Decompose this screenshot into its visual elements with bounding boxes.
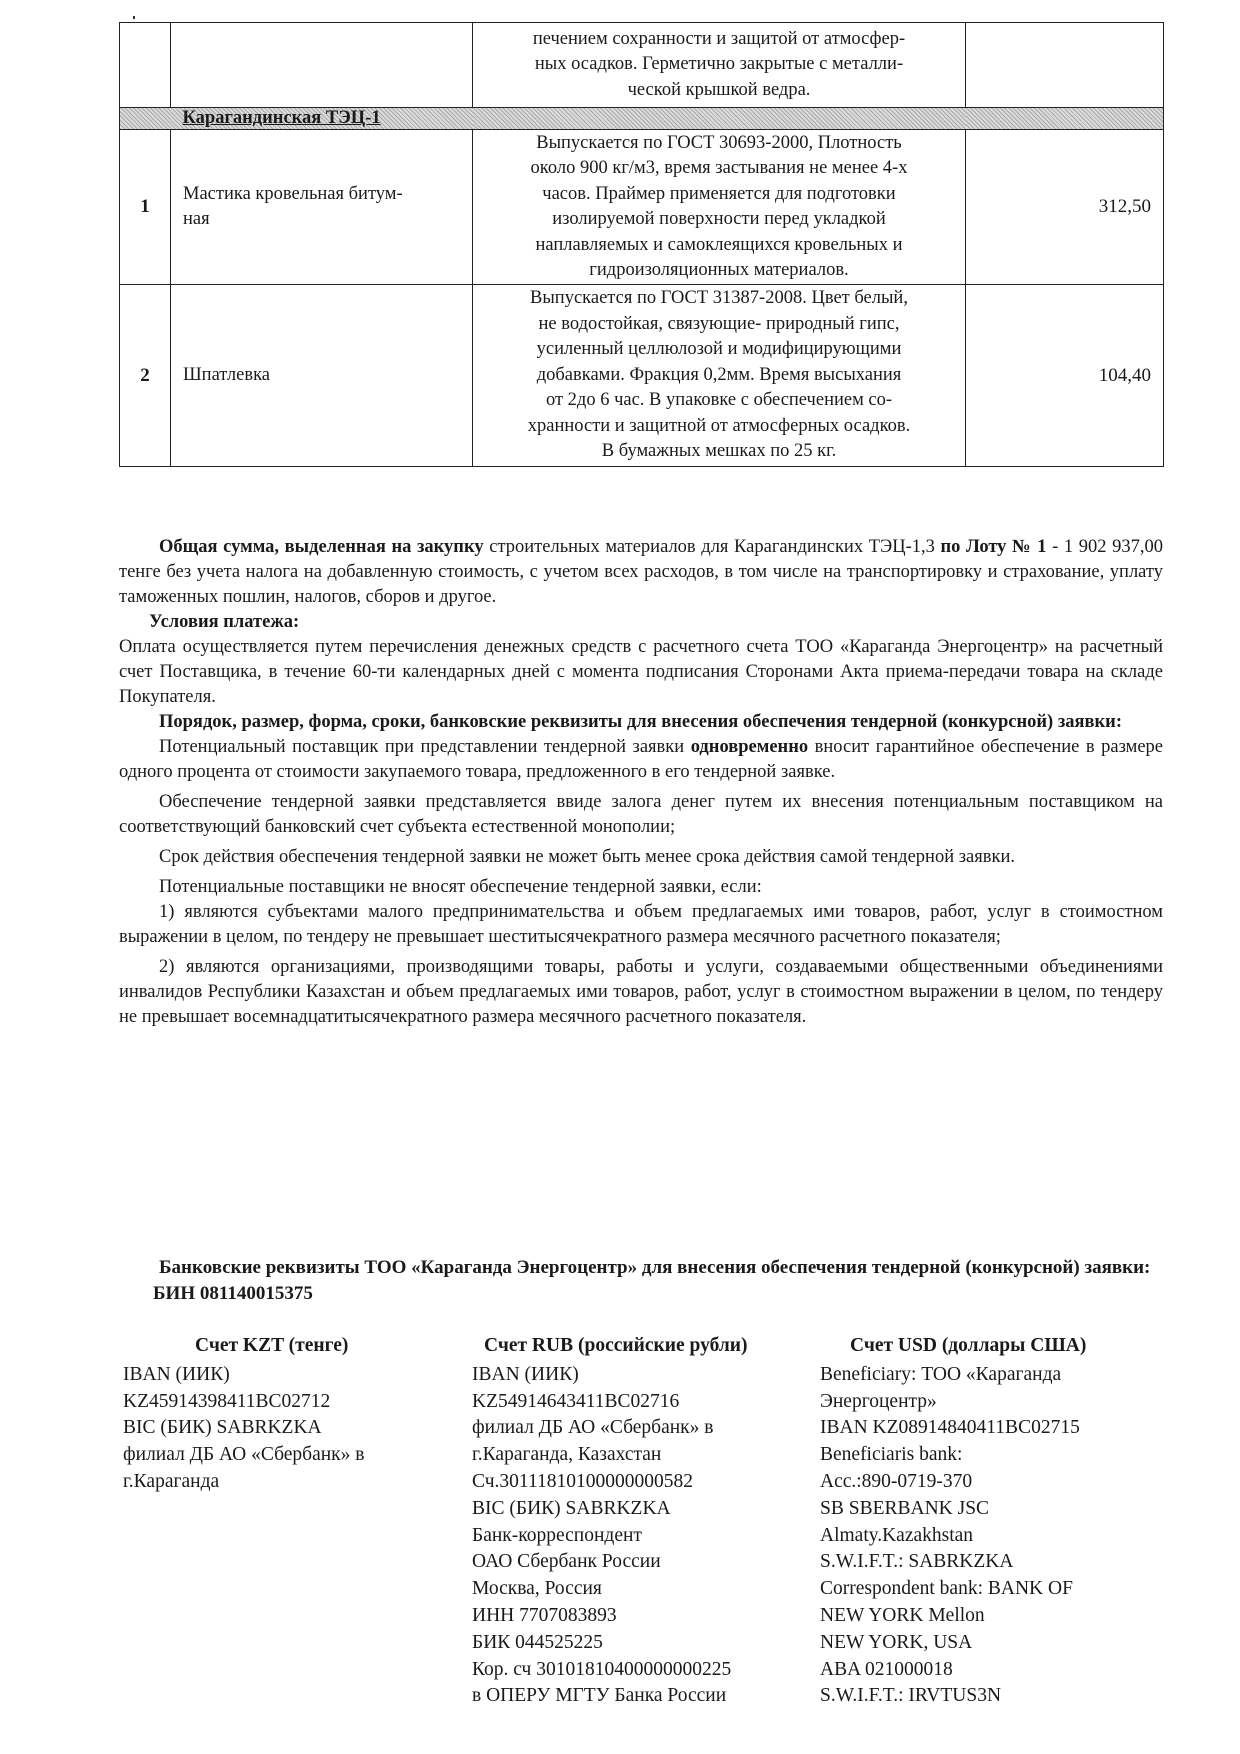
account-line: Москва, Россия bbox=[472, 1578, 602, 1600]
payment-heading bbox=[119, 610, 1163, 635]
desc-line: ческой крышкой ведра. bbox=[627, 79, 811, 100]
name-line: Мастика кровельная битум- bbox=[183, 184, 403, 204]
account-usd bbox=[820, 1333, 1180, 1710]
name-line: Шпатлевка bbox=[183, 365, 271, 385]
materials-table bbox=[119, 22, 1164, 467]
account-line: NEW YORK, USA bbox=[820, 1631, 973, 1653]
account-line: Correspondent bank: BANK OF bbox=[820, 1578, 1073, 1600]
account-rub-title: Счет RUB (российские рубли) bbox=[484, 1335, 748, 1356]
account-line: Beneficiaris bank: bbox=[820, 1444, 963, 1466]
table-row bbox=[120, 285, 1164, 467]
desc-line: часов. Праймер применяется для подготовки bbox=[542, 183, 896, 204]
bin-number: БИН 081140015375 bbox=[153, 1283, 313, 1304]
cell-price bbox=[966, 23, 1164, 108]
account-line: IBAN (ИИК) bbox=[472, 1363, 579, 1385]
desc-line: добавками. Фракция 0,2мм. Время высыхания bbox=[536, 364, 902, 385]
scan-mark bbox=[133, 16, 135, 19]
desc-line: усиленный целлюлозой и модифицирующими bbox=[536, 339, 902, 360]
cell-price: 312,50 bbox=[966, 130, 1164, 285]
security-paragraph-2: Обеспечение тендерной заявки представляется ввиде залога денег путем их внесения потенциальным поставщиком на соответствующий банковский счет субъекта естественной монополии; bbox=[119, 792, 1163, 837]
desc-line: В бумажных мешках по 25 кг. bbox=[601, 441, 837, 462]
p1-text: Потенциальный поставщик при представлении тендерной заявки bbox=[159, 737, 691, 757]
security-heading bbox=[119, 710, 1163, 735]
account-line: филиал ДБ АО «Сбербанк» в bbox=[123, 1444, 365, 1466]
cell-name bbox=[171, 23, 473, 108]
table-row bbox=[120, 130, 1164, 285]
account-line: NEW YORK Mellon bbox=[820, 1604, 985, 1626]
account-line: филиал ДБ АО «Сбербанк» в bbox=[472, 1417, 714, 1439]
payment-text: Оплата осуществляется путем перечисления денежных средств с расчетного счета ТОО «Караганда Энергоцентр» на расчетный счет Поставщика, в течение 60-ти календарных дней с момента подписания Сторонами Акта приема-передачи товара на складе Покупателя. bbox=[119, 637, 1163, 707]
total-sum-label: Общая сумма, выделенная на закупку bbox=[159, 537, 484, 557]
body-text bbox=[119, 535, 1163, 1030]
security-paragraph-1 bbox=[119, 735, 1163, 785]
security-heading-text: Порядок, размер, форма, сроки, банковские реквизиты для внесения обеспечения тендерной (конкурсной) заявки: bbox=[159, 712, 1123, 732]
cell-name bbox=[171, 285, 473, 467]
account-line: KZ45914398411BC02712 bbox=[123, 1390, 331, 1412]
account-line: Банк-корреспондент bbox=[472, 1524, 642, 1546]
account-line: SB SBERBANK JSC bbox=[820, 1497, 990, 1519]
total-sum-paragraph bbox=[119, 535, 1163, 610]
account-line: г.Караганда, Казахстан bbox=[472, 1444, 662, 1466]
name-line: ная bbox=[183, 209, 210, 229]
desc-line: гидроизоляционных материалов. bbox=[589, 260, 849, 280]
table-row bbox=[120, 23, 1164, 108]
section-cell bbox=[120, 108, 171, 130]
account-line: в ОПЕРУ МГТУ Банка России bbox=[472, 1685, 727, 1707]
account-line: Acc.:890-0719-370 bbox=[820, 1470, 973, 1492]
account-line: Beneficiary: ТОО «Караганда bbox=[820, 1363, 1062, 1385]
account-line: г.Караганда bbox=[123, 1470, 220, 1492]
security-paragraph-3: Срок действия обеспечения тендерной заявки не может быть менее срока действия самой тендерной заявки. bbox=[159, 847, 1016, 867]
account-line: ABA 021000018 bbox=[820, 1658, 953, 1680]
account-line: БИК 044525225 bbox=[472, 1631, 603, 1653]
account-line: ОАО Сбербанк России bbox=[472, 1551, 661, 1573]
account-line: KZ54914643411BC02716 bbox=[472, 1390, 680, 1412]
cell-desc bbox=[473, 23, 966, 108]
account-line: S.W.I.F.T.: IRVTUS3N bbox=[820, 1685, 1002, 1707]
desc-line: наплавляемых и самоклеящихся кровельных и bbox=[535, 234, 903, 255]
bank-heading-text: Банковские реквизиты ТОО «Караганда Энергоцентр» для внесения обеспечения тендерной (конкурсной) заявки: bbox=[159, 1257, 1151, 1278]
total-sum-text: строительных материалов для Карагандинских ТЭЦ-1,3 bbox=[483, 537, 941, 557]
account-line: S.W.I.F.T.: SABRKZKA bbox=[820, 1551, 1014, 1573]
desc-line: от 2до 6 час. В упаковке с обеспечением со- bbox=[545, 390, 893, 411]
desc-line: ных осадков. Герметично закрытые с металли- bbox=[534, 54, 904, 75]
desc-line: не водостойкая, связующие- природный гипс, bbox=[538, 313, 900, 334]
account-line: BIC (БИК) SABRKZKA bbox=[123, 1417, 322, 1439]
total-sum-amount: - 1 902 937,00 тенге без учета налога на добавленную стоимость, с учетом всех расходов, в том числе на транспортировку и страхование, уплату таможенных пошлин, налогов, сборов и другое. bbox=[119, 537, 1163, 607]
cell-num: 1 bbox=[120, 130, 171, 285]
cell-name bbox=[171, 130, 473, 285]
desc-line: около 900 кг/м3, время застывания не менее 4-х bbox=[530, 158, 908, 178]
account-line: Almaty.Kazakhstan bbox=[820, 1524, 974, 1546]
cell-desc bbox=[473, 285, 966, 467]
section-cell bbox=[473, 108, 966, 130]
desc-line: Выпускается по ГОСТ 31387-2008. Цвет белый, bbox=[530, 288, 908, 309]
cell-price: 104,40 bbox=[966, 285, 1164, 467]
cell-desc bbox=[473, 130, 966, 285]
desc-line: печением сохранности и защитой от атмосфер- bbox=[532, 28, 906, 49]
bank-heading bbox=[119, 1255, 1163, 1307]
security-paragraph-6: 2) являются организациями, производящими товары, работы и услуги, создаваемыми общественными объединениями инвалидов Республики Казахстан и объем предлагаемых ими товаров, работ, услуг в стоимостном выражении в целом, по тендеру не превышает восемнадцатитысячекратного размера месячного расчетного показателя. bbox=[119, 957, 1163, 1027]
account-line: ИНН 7707083893 bbox=[472, 1604, 617, 1626]
desc-line: изолируемой поверхности перед укладкой bbox=[552, 209, 886, 229]
section-cell bbox=[966, 108, 1164, 130]
account-kzt bbox=[123, 1333, 423, 1496]
account-usd-title: Счет USD (доллары США) bbox=[850, 1335, 1087, 1356]
account-line: IBAN (ИИК) bbox=[123, 1363, 230, 1385]
account-rub bbox=[472, 1333, 812, 1710]
account-kzt-title: Счет KZT (тенге) bbox=[195, 1335, 349, 1356]
account-line: BIC (БИК) SABRKZKA bbox=[472, 1497, 671, 1519]
p1-bold: одновременно bbox=[690, 737, 809, 757]
payment-heading-text: Условия платежа: bbox=[149, 612, 300, 632]
security-paragraph-4: Потенциальные поставщики не вносят обеспечение тендерной заявки, если: bbox=[159, 877, 762, 897]
security-paragraph-5: 1) являются субъектами малого предпринимательства и объем предлагаемых ими товаров, работ, услуг в стоимостном выражении в целом, по тендеру не превышает шеститысячекратного размера месячного расчетного показателя; bbox=[119, 902, 1163, 947]
p1-text-rest: вносит гарантийное обеспечение в размере одного процента от стоимости закупаемого товара, предложенного в его тендерной заявке. bbox=[119, 737, 1163, 782]
cell-num: 2 bbox=[120, 285, 171, 467]
lot-label: по Лоту № 1 bbox=[940, 537, 1047, 557]
account-line: Кор. сч 30101810400000000225 bbox=[472, 1658, 732, 1680]
desc-line: хранности и защитной от атмосферных осадков. bbox=[527, 415, 911, 436]
section-label: Карагандинская ТЭЦ-1 bbox=[171, 108, 473, 130]
account-line: Энергоцентр» bbox=[820, 1390, 937, 1412]
account-line: IBAN KZ08914840411BC02715 bbox=[820, 1417, 1080, 1439]
desc-line: Выпускается по ГОСТ 30693-2000, Плотность bbox=[536, 132, 902, 153]
section-row bbox=[120, 108, 1164, 130]
cell-num bbox=[120, 23, 171, 108]
account-line: Сч.30111810100000000582 bbox=[472, 1470, 693, 1492]
